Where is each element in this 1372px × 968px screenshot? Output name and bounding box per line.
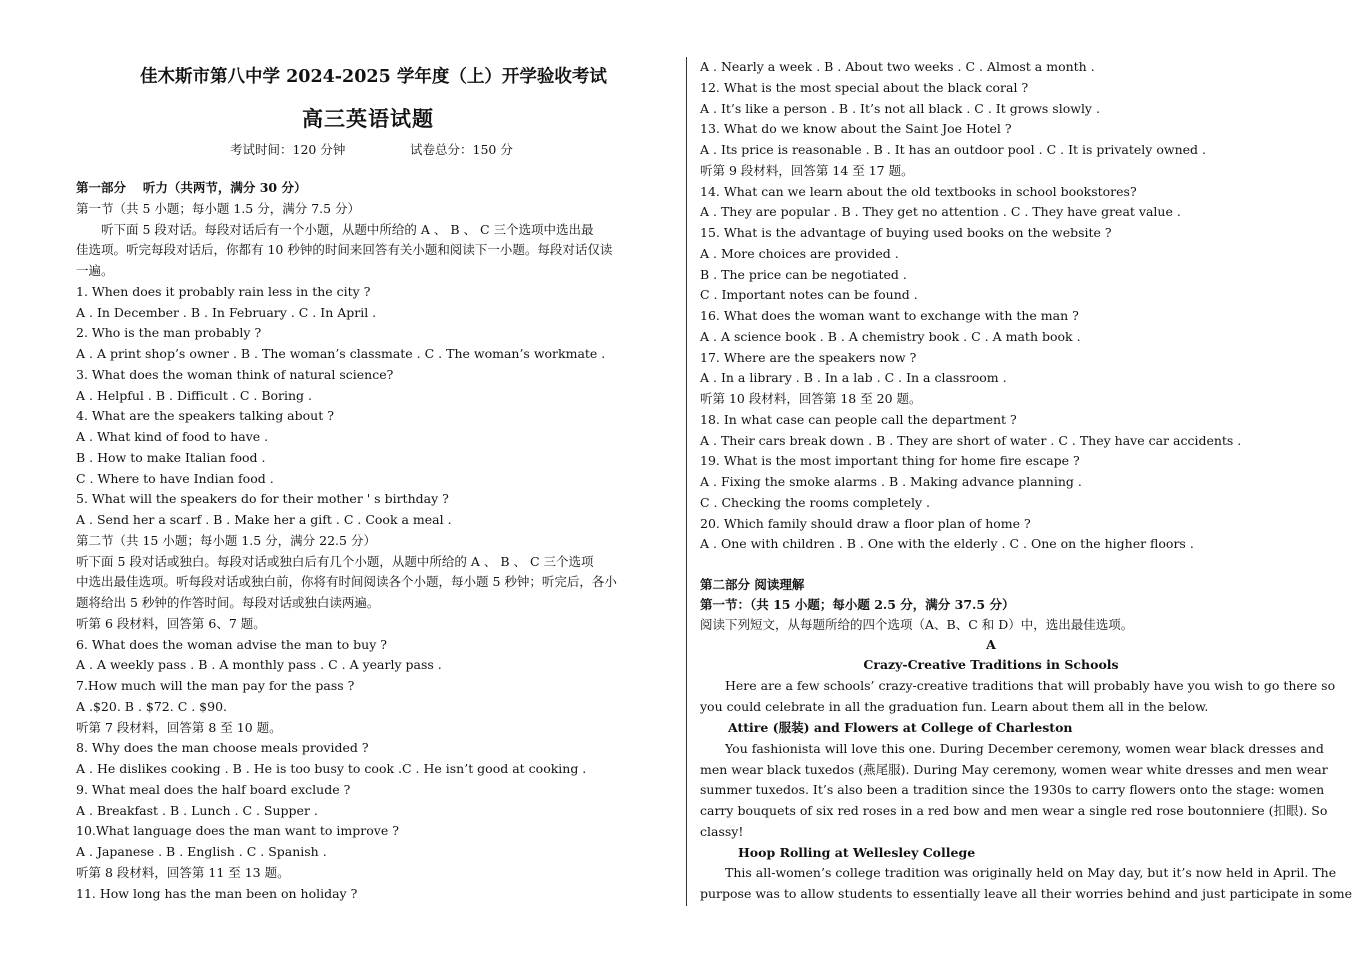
text-line: 第一部分 听力（共两节，满分 30 分） <box>76 180 307 195</box>
text-line: 听第 8 段材料，回答第 11 至 13 题。 <box>76 864 290 880</box>
text-line: A . Fixing the smoke alarms . B . Making advance planning . <box>700 474 1082 489</box>
passage-text: you could celebrate in all the graduation fun. Learn about them all in the below. <box>700 699 1209 714</box>
text-line: 听第 7 段材料，回答第 8 至 10 题。 <box>76 719 282 735</box>
school-title: 佳木斯市第八中学 2024-2025 学年度（上）开学验收考试 <box>140 67 607 87</box>
text-line: A . A science book . B . A chemistry book . C . A math book . <box>700 328 1081 344</box>
column-divider <box>686 57 687 906</box>
passage-subheading: Attire (服装) and Flowers at College of Charleston <box>728 720 1073 735</box>
text-line: B . How to make Italian food . <box>76 449 266 465</box>
passage-text: classy! <box>700 824 744 839</box>
passage-text: purpose was to allow students to essentially leave all their worries behind and just participate in some <box>700 886 1352 901</box>
text-line: 听下面 5 段对话或独白。每段对话或独白后有几个小题，从题中所给的 A 、 B 、 C 三个选项 <box>76 553 594 569</box>
text-line: 17. Where are the speakers now ? <box>700 349 917 365</box>
text-line: C . Checking the rooms completely . <box>700 494 931 510</box>
text-line: 14. What can we learn about the old textbooks in school bookstores? <box>700 183 1137 199</box>
text-line: 2. Who is the man probably ? <box>76 325 262 341</box>
passage-text: carry bouquets of six red roses in a red bow and men wear a single red rose boutonniere (扣眼). So <box>700 803 1328 818</box>
reading-section-title: 第一节：（共 15 小题；每小题 2.5 分，满分 37.5 分） <box>700 597 1015 612</box>
text-line: A . A print shop’s owner . B . The woman’s classmate . C . The woman’s workmate . <box>76 346 606 361</box>
text-line: 第二节（共 15 小题；每小题 1.5 分，满分 22.5 分） <box>76 532 376 548</box>
text-line: 10.What language does the man want to improve ? <box>76 823 399 839</box>
text-line: 8. Why does the man choose meals provided ? <box>76 740 369 756</box>
text-line: 13. What do we know about the Saint Joe Hotel ? <box>700 121 1012 137</box>
text-line: A . What kind of food to have . <box>76 429 269 444</box>
text-line: 题将给出 5 秒钟的作答时间。每段对话或独白读两遍。 <box>76 595 380 610</box>
text-line: A . Japanese . B . English . C . Spanish . <box>76 844 327 859</box>
text-line: B . The price can be negotiated . <box>700 266 907 282</box>
text-line: A . He dislikes cooking . B . He is too busy to cook .C . He isn’t good at cooking . <box>76 761 587 776</box>
text-line: A . It’s like a person . B . It’s not all black . C . It grows slowly . <box>700 100 1100 116</box>
text-line: 听第 10 段材料，回答第 18 至 20 题。 <box>700 391 922 406</box>
text-line: 19. What is the most important thing for home fire escape ? <box>700 453 1080 469</box>
total-score: 试卷总分：150 分 <box>410 142 513 157</box>
text-line: 一遍。 <box>76 263 114 278</box>
passage-subheading: Hoop Rolling at Wellesley College <box>738 845 976 860</box>
text-line: C . Important notes can be found . <box>700 287 918 303</box>
text-line: A . More choices are provided . <box>700 245 899 261</box>
reading-part-title: 第二部分 阅读理解 <box>700 577 805 592</box>
text-line: 4. What are the speakers talking about ? <box>76 408 334 424</box>
exam-time: 考试时间：120 分钟 <box>230 142 346 157</box>
text-line: 佳选项。听完每段对话后，你都有 10 秒钟的时间来回答有关小题和阅读下一小题。每段对话仅读 <box>76 242 613 258</box>
text-line: A . Nearly a week . B . About two weeks . C . Almost a month . <box>700 59 1095 74</box>
subject-title: 高三英语试题 <box>302 106 434 131</box>
text-line: A . Send her a scarf . B . Make her a gift . C . Cook a meal . <box>76 512 452 527</box>
text-line: 9. What meal does the half board exclude ? <box>76 781 351 797</box>
text-line: 7.How much will the man pay for the pass ? <box>76 678 355 693</box>
passage-text: men wear black tuxedos (燕尾服). During May ceremony, women wear white dresses and men wear <box>700 762 1328 777</box>
text-line: A . They are popular . B . They get no attention . C . They have great value . <box>700 204 1181 220</box>
passage-text: You fashionista will love this one. During December ceremony, women wear black dresses and <box>700 741 1324 756</box>
text-line: 1. When does it probably rain less in the city ? <box>76 283 371 299</box>
text-line: A . One with children . B . One with the elderly . C . One on the higher floors . <box>700 536 1194 552</box>
text-line: 第一节（共 5 小题；每小题 1.5 分，满分 7.5 分） <box>76 200 361 216</box>
text-line: 听第 6 段材料，回答第 6、7 题。 <box>76 615 266 631</box>
text-line: A . Their cars break down . B . They are short of water . C . They have car accidents . <box>700 432 1242 448</box>
text-line: A . Breakfast . B . Lunch . C . Supper . <box>76 802 318 818</box>
passage-text: This all-women’s college tradition was originally held on May day, but it’s now held in April. The <box>700 865 1337 880</box>
text-line: 11. How long has the man been on holiday ? <box>76 885 358 901</box>
text-line: 16. What does the woman want to exchange with the man ? <box>700 308 1079 323</box>
text-line: 12. What is the most special about the black coral ? <box>700 79 1029 95</box>
text-line: A . Helpful . B . Difficult . C . Boring . <box>76 387 313 403</box>
text-line: A . A weekly pass . B . A monthly pass . C . A yearly pass . <box>76 657 442 673</box>
text-line: 15. What is the advantage of buying used books on the website ? <box>700 225 1112 240</box>
text-line: 6. What does the woman advise the man to buy ? <box>76 636 387 652</box>
passage-letter: A <box>986 637 996 652</box>
text-line: A . In a library . B . In a lab . C . In a classroom . <box>700 370 1007 386</box>
text-line: 中选出最佳选项。听每段对话或独白前，你将有时间阅读各个小题，每小题 5 秒钟；听完后，各小 <box>76 574 617 590</box>
text-line: 5. What will the speakers do for their mother ' s birthday ? <box>76 491 449 507</box>
text-line: 20. Which family should draw a floor plan of home ? <box>700 515 1031 531</box>
passage-text: Here are a few schools’ crazy-creative traditions that will probably have you wish to go there so <box>700 678 1336 693</box>
text-line: A .$20. B . $72. C . $90. <box>76 698 228 714</box>
text-line: A . In December . B . In February . C . In April . <box>76 304 377 320</box>
passage-title: Crazy-Creative Traditions in Schools <box>863 657 1119 672</box>
passage-text: summer tuxedos. It’s also been a tradition since the 1930s to carry flowers onto the stage: women <box>700 782 1325 797</box>
text-line: C . Where to have Indian food . <box>76 470 274 486</box>
text-line: 3. What does the woman think of natural science? <box>76 366 394 382</box>
text-line: 听第 9 段材料，回答第 14 至 17 题。 <box>700 162 914 178</box>
reading-instruction: 阅读下列短文，从每题所给的四个选项（A、B、C 和 D）中，选出最佳选项。 <box>700 617 1134 632</box>
text-line: 18. In what case can people call the department ? <box>700 411 1017 427</box>
text-line: A . Its price is reasonable . B . It has an outdoor pool . C . It is privately owned . <box>700 142 1206 157</box>
text-line: 听下面 5 段对话。每段对话后有一个小题，从题中所给的 A 、 B 、 C 三个选项中选出最 <box>76 221 594 237</box>
